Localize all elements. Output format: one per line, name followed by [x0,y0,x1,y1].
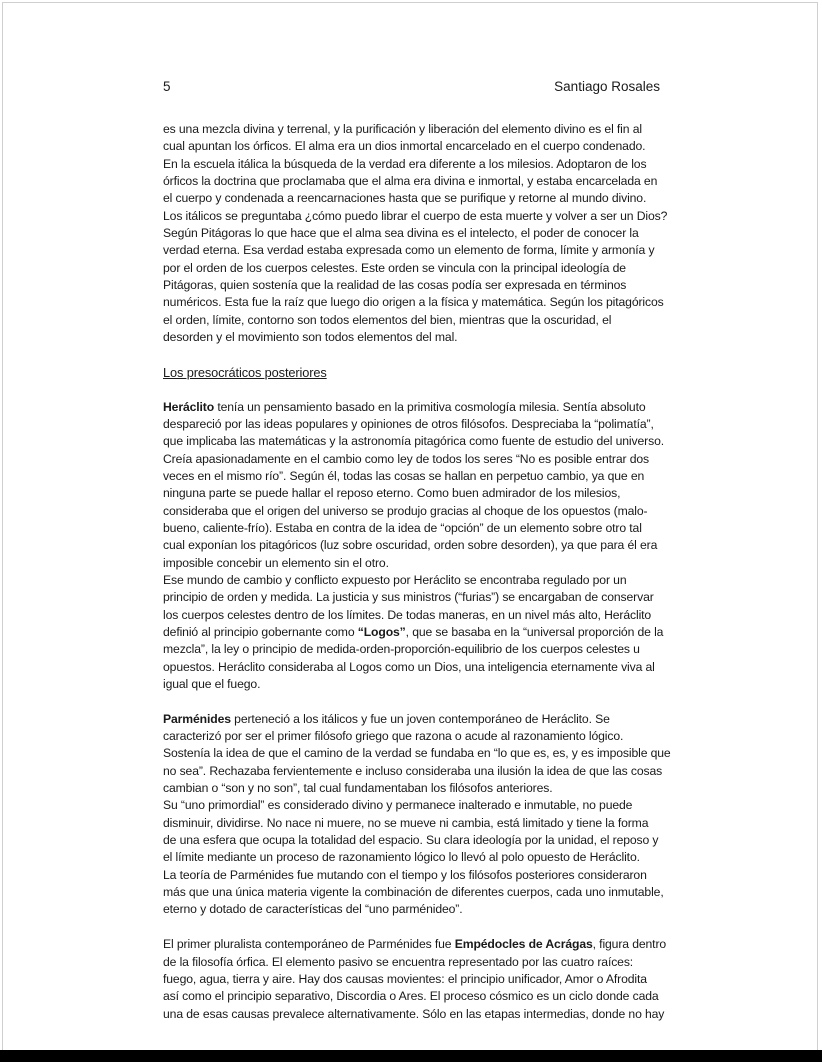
text-line: numéricos. Esta fue la raíz que luego dio origen a la física y matemática. Según los pitagóricos [163,295,664,310]
text-line: cual exponían los pitagóricos (luz sobre oscuridad, orden sobre desorden), ya que para él era [163,538,658,553]
section-heading-text: Los presocráticos posteriores [163,364,327,380]
text-line: de la filosofía órfica. El elemento pasivo se encuentra representado por las cuatro raíces: [163,954,634,969]
text-line: La teoría de Parménides fue mutando con el tiempo y los filósofos posteriores consideraron [163,867,647,882]
bold-name-heraclito: Heráclito [163,399,215,414]
text-line: consideraba que el origen del universo se produjo gracias al choque de los opuestos (malo- [163,503,648,518]
text-line: eterno y dotado de características del “uno parménideo”. [163,902,463,917]
text-run: perteneció a los itálicos y fue un joven contemporáneo de Heráclito. Se [230,711,610,726]
text-line: Los itálicos se preguntaba ¿cómo puedo librar el cuerpo de esta muerte y volver a ser un Dios? [163,208,668,223]
text-line [163,624,668,641]
text-run: tenía un pensamiento basado en la primitiva cosmología milesia. Sentía absoluto [214,399,646,414]
paragraph-empedocles [163,936,668,1023]
text-line: Sostenía la idea de que el camino de la verdad se fundaba en “lo que es, es, y es imposible que [163,746,671,761]
text-line: Según Pitágoras lo que hace que el alma sea divina es el intelecto, el poder de conocer la [163,226,639,241]
text-line: fuego, agua, tierra y aire. Hay dos causas movientes: el principio unificador, Amor o Afrodita [163,971,647,986]
text-line: de una esfera que ocupa la totalidad del espacio. Su clara ideología por la unidad, el reposo y [163,833,659,848]
text-line: por el orden de los cuerpos celestes. Este orden se vincula con la principal ideología de [163,260,626,275]
page-number: 5 [163,79,171,94]
text-line: mezcla”, la ley o principio de medida-orden-proporción-equilibrio de los cuerpos celestes u [163,642,640,657]
text-line: caracterizó por ser el primer filósofo griego que razona o acude al razonamiento lógico. [163,729,624,744]
section-heading [163,364,668,381]
text-line: opuestos. Heráclito consideraba al Logos como un Dios, una inteligencia eternamente viva al [163,659,655,674]
document-body [163,121,671,1023]
text-line: el orden, límite, contorno son todos elementos del bien, mientras que la oscuridad, el [163,312,612,327]
text-line: Creía apasionadamente en el cambio como ley de todos los seres “No es posible entrar dos [163,451,650,466]
text-line: desorden y el movimiento son todos elementos del mal. [163,330,458,345]
paragraph-heraclito [163,399,668,694]
text-line: igual que el fuego. [163,677,261,691]
text-line: el cuerpo y condenada a reencarnaciones hasta que se purifique y retorne al mundo divino. [163,191,647,206]
text-line: más que una única materia vigente la combinación de diferentes cuerpos, cada uno inmutable, [163,885,664,900]
text-run: , que se basaba en la “universal proporción de la [405,624,664,639]
text-run: definió al principio gobernante como [163,624,358,639]
spacer [163,919,668,936]
text-line: es una mezcla divina y terrenal, y la purificación y liberación del elemento divino es el fin al [163,122,642,136]
text-line: así como el principio separativo, Discordia o Ares. El proceso cósmico es un ciclo donde cada [163,989,659,1004]
text-line [163,711,668,728]
page-header [163,79,660,99]
text-line: Su “uno primordial” es considerado divino y permanece inalterado e inmutable, no puede [163,798,633,813]
text-line: despareció por las ideas populares y opiniones de otros filósofos. Despreciaba la “polimatía”, [163,416,654,431]
spacer [163,381,668,398]
text-line: verdad eterna. Esa verdad estaba expresada como un elemento de forma, límite y armonía y [163,243,655,258]
text-line: órficos la doctrina que proclamaba que el alma era divina e inmortal, y estaba encarcelada en [163,174,658,189]
text-line [163,399,668,416]
text-line: que implicaba las matemáticas y la astronomía pitagórica como fuente de estudio del universo. [163,434,664,449]
text-line: bueno, caliente-frío). Estaba en contra de la idea de “opción” de un elemento sobre otro tal [163,520,642,535]
bottom-black-bar [0,1050,822,1062]
text-line: no sea”. Rechazaba fervientemente e incluso consideraba una ilusión la idea de que las cosas [163,763,663,778]
text-line: En la escuela itálica la búsqueda de la verdad era diferente a los milesios. Adoptaron de los [163,156,647,171]
text-line: imposible concebir un elemento sin el otro. [163,555,389,570]
text-line [163,936,668,953]
text-line: Ese mundo de cambio y conflicto expuesto por Heráclito se encontraba regulado por un [163,572,627,587]
text-line: los cuerpos celestes dentro de los límites. De todas maneras, en un nivel más alto, Heráclito [163,607,652,622]
text-line: Pitágoras, quien sostenía que la realidad de las cosas podía ser expresada en términos [163,278,627,293]
paragraph-orficos [163,121,668,346]
header-author: Santiago Rosales [554,79,660,94]
bold-name-parmenides: Parménides [163,711,231,726]
spacer [163,346,668,363]
bold-term-logos: “Logos” [357,624,406,639]
text-line: una de esas causas prevalece alternativamente. Sólo en las etapas intermedias, donde no hay [163,1006,665,1021]
text-run: El primer pluralista contemporáneo de Parménides fue [163,937,455,952]
text-line: cual apuntan los órficos. El alma era un dios inmortal encarcelado en el cuerpo condenado. [163,139,646,154]
text-line: principio de orden y medida. La justicia y sus ministros (“furias”) se encargaban de conservar [163,590,654,605]
text-line: disminuir, dividirse. No nace ni muere, no se mueve ni cambia, está limitado y tiene la forma [163,815,649,830]
paragraph-parmenides [163,711,671,919]
bold-name-empedocles: Empédocles de Acrágas [454,937,593,952]
text-line: ninguna parte se puede hallar el reposo eterno. Como buen admirador de los milesios, [163,486,621,501]
text-run: , figura dentro [592,937,667,952]
spacer [163,693,668,710]
text-line: cambian o “son y no son”, tal cual fundamentaban los filósofos anteriores. [163,781,553,796]
text-line: el límite mediante un proceso de razonamiento lógico lo llevó al polo opuesto de Heráclito. [163,850,640,865]
text-line: veces en el mismo río”. Según él, todas las cosas se hallan en perpetuo cambio, ya que en [163,468,645,483]
